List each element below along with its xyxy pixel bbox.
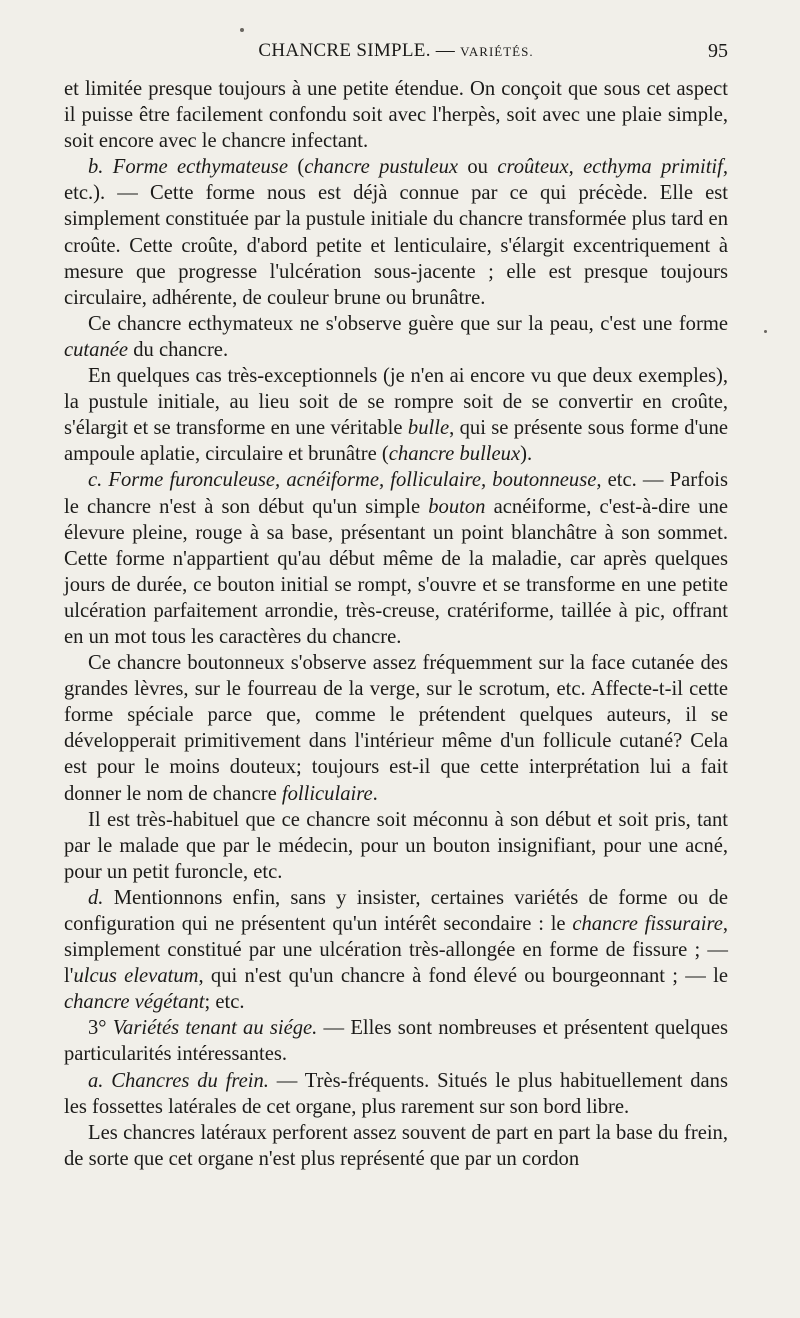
body-text — [64, 76, 728, 1172]
paragraph-text: et limitée presque toujours à une petite étendue. On conçoit que sous cet aspect il puisse être facilement confondu soit avec l'herpès, soit avec une plaie simple, soit encore avec le chancre infectant. — [64, 78, 728, 153]
running-head — [64, 40, 728, 68]
running-title-section: VARIÉTÉS. — [460, 44, 534, 59]
italic-term: chancre bulleux — [388, 443, 521, 466]
paragraph-bulleux — [64, 363, 728, 467]
running-title-main: CHANCRE SIMPLE. — — [258, 40, 461, 61]
paragraph-cutanee — [64, 311, 728, 363]
print-speck — [240, 28, 244, 32]
page-number: 95 — [708, 40, 728, 62]
italic-term: bulle — [407, 417, 450, 440]
paragraph-lateraux — [64, 1120, 728, 1172]
text: Ce chancre boutonneux s'observe assez fréquemment sur la face cutanée des grandes lèvres, sur le fourreau de la verge, sur le scrotum, etc. Affecte-t-il cette forme spéciale parce que, comme le prétendent quelques auteurs, il se développerait primitivement dans l'intérieur même d'un follicule cutané? Cela est pour le moins douteux; toujours est-il que cette interprétation lui a fait donner le nom de chancre — [64, 652, 728, 805]
text: En quelques cas très-exceptionnels (je n'en ai encore vu que deux exemples), la pustule initiale, au lieu soit de se rompre soit de se convertir en croûte, s'élargit et se transforme en une véritable — [64, 365, 728, 440]
italic-term: ulcus elevatum — [73, 965, 199, 988]
print-speck — [764, 330, 767, 333]
text: acnéiforme, c'est-à-dire une élevure pleine, rouge à sa base, présentant un point blanchâtre à son sommet. Cette forme n'appartient qu'au début même de la maladie, car après quelques jours de durée, ce bouton initial se rompt, s'ouvre et se transforme en une petite ulcération parfaitement arrondie, très-creuse, cratériforme, taillée à pic, offrant en un mot tous les caractères du chancre. — [64, 495, 729, 648]
text: Les chancres latéraux perforent assez souvent de part en part la base du frein, de sorte que cet organe n'est plus représenté que par un cordon — [64, 1121, 728, 1170]
text: , simplement constitué par une ulcération très-allongée en forme de fissure ; — l' — [64, 913, 729, 988]
italic-term: chancre pustuleux — [304, 156, 459, 179]
paragraph-boutonneux — [64, 650, 728, 807]
section-heading: Variétés tenant au siége. — [106, 1017, 318, 1040]
italic-term: cutanée — [64, 338, 129, 361]
italic-term: bouton — [428, 495, 486, 518]
text: etc.). — Cette forme nous est déjà connue par ce qui précède. Elle est simplement constituée par la pustule initiale du chancre transformée plus tard en croûte. Cette croûte, d'abord petite et lenticulaire, s'élargit excentriquement à mesure que progresse l'ulcération sous-jacente ; elle est presque toujours circulaire, adhérente, de couleur brune ou brunâtre. — [64, 182, 728, 309]
text: . — [372, 782, 378, 805]
paragraph-furonculeuse — [64, 467, 728, 650]
italic-term: chancre fissuraire — [572, 913, 723, 935]
paragraph-meconnu — [64, 807, 728, 885]
text: Il est très-habituel que ce chancre soit méconnu à son début et soit pris, tant par le malade que par le médecin, pour un bouton insignifiant, pour une acné, pour un petit furoncle, etc. — [64, 808, 728, 883]
section-label: b. Forme ecthymateuse — [88, 156, 288, 179]
text: Ce chancre ecthymateux ne s'observe guère que sur la peau, c'est une forme — [88, 312, 728, 335]
paragraph-frein — [64, 1068, 728, 1120]
paragraph-ecthymateuse — [64, 154, 728, 311]
section-label: a. Chancres du frein. — [88, 1069, 269, 1092]
italic-term: chancre végétant — [64, 991, 205, 1014]
text: ( — [287, 156, 305, 179]
text: Mentionnons enfin, sans y insister, certaines variétés de forme ou de configuration qui ne présentent qu'un intérêt secondaire : le — [64, 886, 728, 935]
text: etc. — Parfois le chancre n'est à son début qu'un simple — [64, 469, 728, 518]
section-number: 3° — [88, 1017, 107, 1040]
italic-term: croûteux, ecthyma primitif, — [497, 156, 729, 179]
text: , qui n'est qu'un chancre à fond élevé ou bourgeonnant ; — le — [198, 965, 728, 988]
italic-term: folliculaire — [281, 782, 373, 805]
text: — Très-fréquents. Situés le plus habituellement dans les fossettes latérales de cet organe, plus rarement sur son bord libre. — [64, 1069, 728, 1118]
text: ). — [520, 443, 533, 466]
text: — Elles sont nombreuses et présentent quelques particularités intéressantes. — [64, 1017, 728, 1066]
paragraph-continued — [64, 76, 728, 154]
text: ou — [458, 156, 498, 179]
section-label: c. Forme furonculeuse, acnéiforme, folliculaire, boutonneuse, — [88, 469, 602, 492]
text: ; etc. — [204, 991, 245, 1014]
running-title — [64, 40, 728, 62]
section-label: d. — [88, 886, 104, 909]
paragraph-varietes-forme — [64, 885, 728, 1015]
text: , qui se présente sous forme d'une ampoule aplatie, circulaire et brunâtre ( — [64, 417, 729, 466]
text: du chancre. — [128, 338, 229, 361]
paragraph-siege — [64, 1015, 728, 1067]
